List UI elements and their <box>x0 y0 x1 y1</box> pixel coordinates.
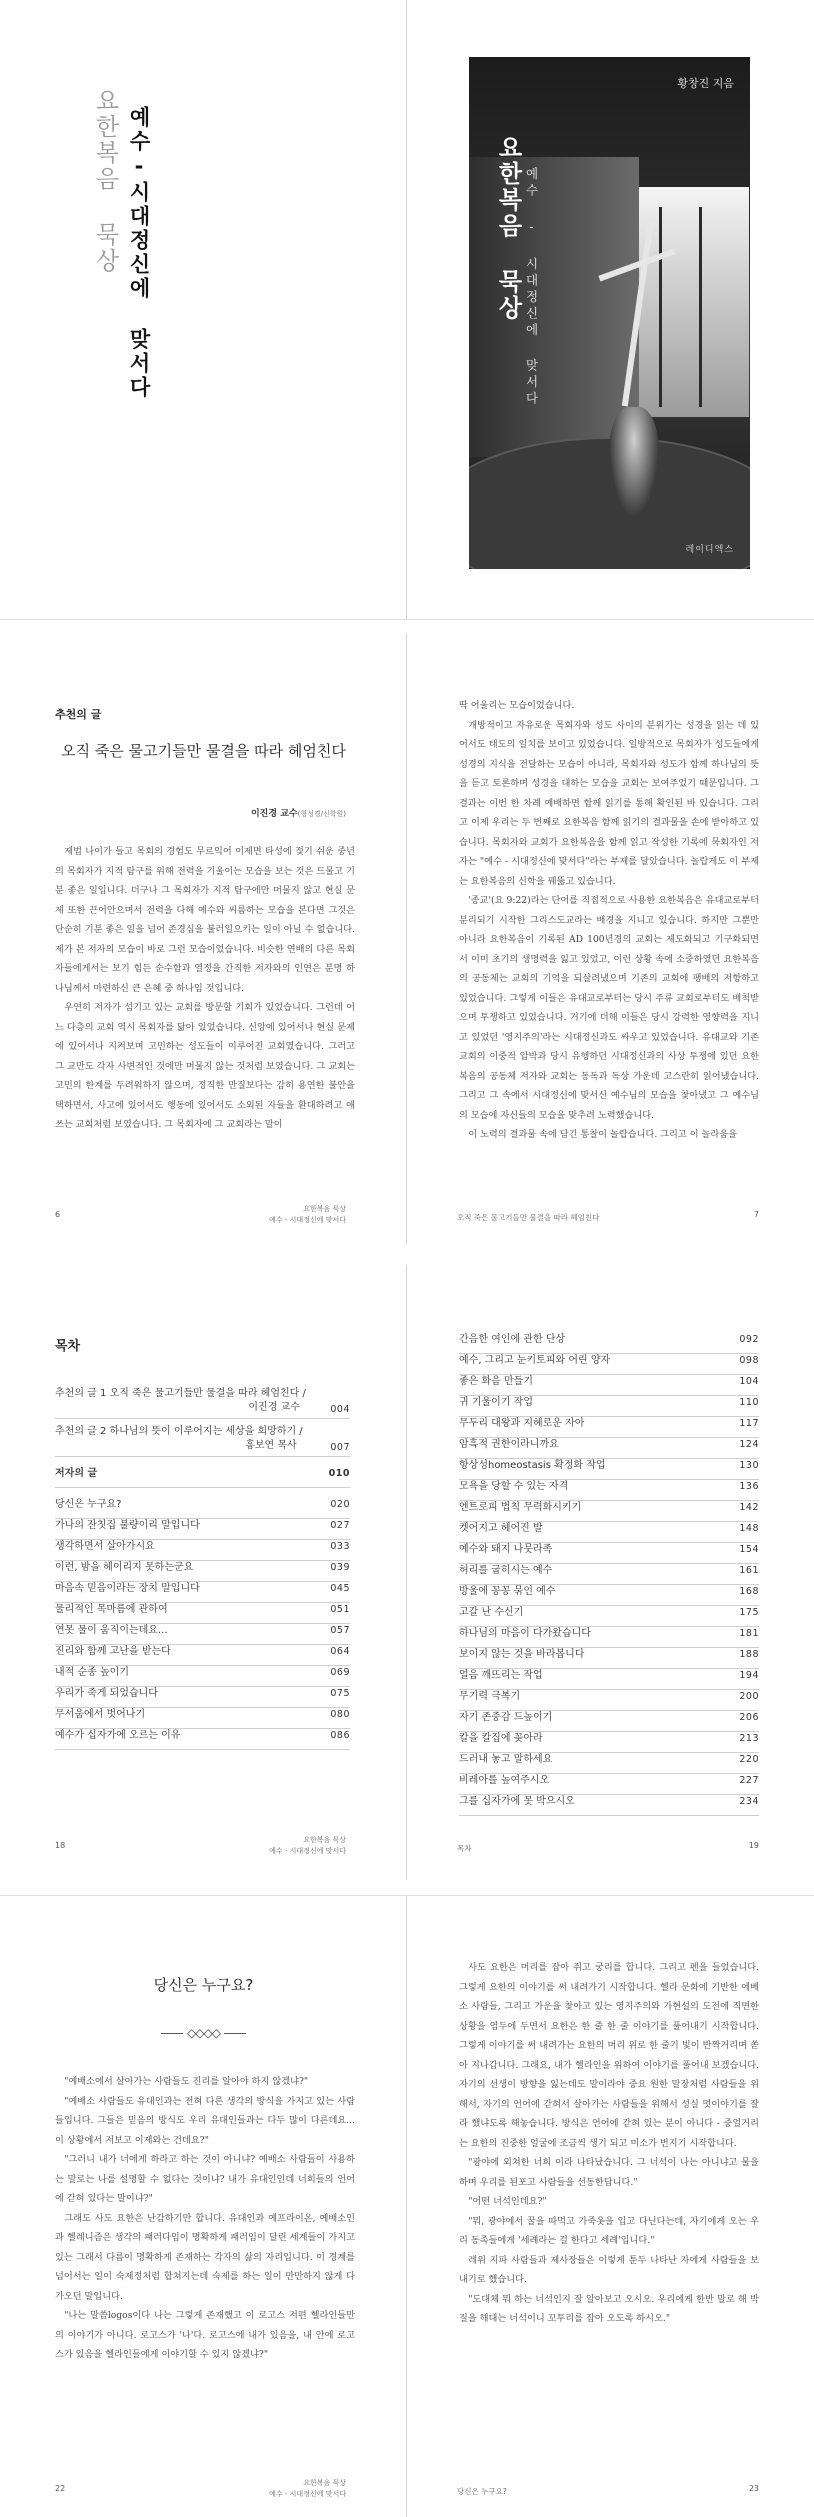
toc-entry-page: 227 <box>739 1775 759 1786</box>
toc-entry-title: 비레아를 높여주시오 <box>459 1775 550 1786</box>
toc-entry <box>55 1519 350 1540</box>
toc-entry-page: 220 <box>739 1754 759 1765</box>
paragraph: "도대체 뭐 하는 너석인지 잘 알아보고 오시오. 우리에게 한반 말로 해 박질을 해대는 너석이니 꼬투리를 잡아 오도록 하시오." <box>459 2293 759 2324</box>
toc-entry-title: 암흑적 권한이라니까요 <box>459 1439 559 1450</box>
toc-entry-page: 069 <box>330 1667 350 1678</box>
chapter-title: 당신은 누구요? <box>153 1976 254 1994</box>
toc-entry <box>55 1467 350 1488</box>
toc-entry-title: 고갈 난 수신기 <box>459 1607 524 1618</box>
running-head-subtitle: 예수 - 시대정신에 맞서다 <box>269 1847 346 1855</box>
toc-entry-page: 136 <box>739 1481 759 1492</box>
toc-entry-page: 117 <box>739 1418 759 1429</box>
cover-author: 황창진 지음 <box>677 77 734 90</box>
half-title-series: 요한복음 묵상 <box>91 88 119 274</box>
toc-entry-page: 168 <box>739 1586 759 1597</box>
paragraph: "예배소 사람들도 유대인과는 전혀 다른 생각의 방식을 가지고 있는 사람들입니다. 그들은 믿음의 방식도 우리 유대인들과는 다두 많이 다른데요... 이 상황에서 저보고 이제와는 건데요?" <box>55 2095 355 2146</box>
toc-entry <box>55 1729 350 1750</box>
toc-entry-title: 예수, 그리고 눈키토피와 어린 양자 <box>459 1355 611 1366</box>
toc-entry-page: 027 <box>330 1520 350 1531</box>
toc-entry <box>459 1648 759 1669</box>
cover-page <box>407 0 814 619</box>
running-head: 오직 죽은 물고기들만 물결을 따라 헤엄친다 <box>457 1213 600 1222</box>
toc-entry-title: 무두리 대왕과 지혜로운 자아 <box>459 1418 585 1429</box>
running-head-title: 요한복음 묵상 <box>303 2479 346 2487</box>
toc-entry-title: 허리를 굽히시는 예수 <box>459 1565 553 1576</box>
toc-entry-title: 저자의 글 <box>55 1468 98 1479</box>
ornament-line <box>161 2033 183 2034</box>
toc-entry-title: 모욕을 당할 수 있는 자격 <box>459 1481 569 1492</box>
page-number: 22 <box>55 2484 66 2493</box>
toc-entry-page: 045 <box>330 1583 350 1594</box>
ornament-divider <box>0 2026 407 2040</box>
toc-entry-title: 마음속 믿음이라는 장치 말입니다 <box>55 1583 200 1594</box>
toc-entry-title: 예수가 십자가에 오르는 이유 <box>55 1730 181 1741</box>
toc-entry-title: 좋은 화음 만들기 <box>459 1376 533 1387</box>
page-7 <box>407 634 814 1244</box>
paragraph: 사도 요한은 머리를 잡아 쥐고 궁리를 합니다. 그리고 펜을 들었습니다. 그렇게 요한의 이야기를 써 내려가기 시작합니다. 헬라 문화에 기반한 에베소 사람들, 그리고 가운을 찾아고 있는 영지주의와 가현설의 도전에 직면한 상황을 염두에 두면서 요한은 한 줄 한 줄 이야기를 풀어내기 시작합니다. 그렇게 이야기를 써 내려가는 요한의 머리 위로 한 줄기 빛이 반짝거리며 쏟아 지나갑니다. 그래요, 내가 헬라인을 위하여 이야기를 풀어내 보겠습니다. 자기의 선생이 방향을 잃는데도 말이라야 중요 원한 말장처럼 사람들을 위해서, 자기의 언어에 갇혀서 살아가는 사람들을 위해서 성실 멋이야기를 잘라 했냐도록 해놓습니다. 방식은 언어에 갇혀 있는 분이 아니다 - 중얼거리는 요한의 진중한 얼굴에 조금씩 생기 되고 미소가 번지기 시작합니다. <box>459 1962 759 2149</box>
page-number: 19 <box>748 1841 759 1850</box>
toc-entry <box>55 1687 350 1708</box>
toc-entry <box>459 1564 759 1585</box>
toc-entry-title: 추천의 글 1 오직 죽은 물고기들만 물결을 따라 헤엄친다 / 이진경 교수 <box>55 1388 306 1413</box>
byline <box>251 806 346 819</box>
toc-entry-page: 051 <box>330 1604 350 1615</box>
toc-entry-page: 154 <box>739 1544 759 1555</box>
toc-entry <box>459 1543 759 1564</box>
toc-entry <box>55 1582 350 1603</box>
toc-entry <box>55 1666 350 1687</box>
cover-plant <box>609 407 659 517</box>
toc-entry-page: 130 <box>739 1460 759 1471</box>
paragraph: "어떤 너석인데요?" <box>468 2196 547 2207</box>
page-19 <box>407 1265 814 1880</box>
cover-window-frame <box>699 207 702 407</box>
toc-entry-title: 켓어지고 헤어진 발 <box>459 1523 543 1534</box>
toc-entry <box>459 1585 759 1606</box>
toc-entry <box>459 1522 759 1543</box>
toc-heading: 목차 <box>55 1339 81 1354</box>
toc-entry-title: 생각하면서 살아가시요 <box>55 1541 155 1552</box>
toc-entry <box>55 1645 350 1666</box>
toc-entry-title: 칼을 칼집에 꽂아라 <box>459 1733 543 1744</box>
running-head: 당신은 누구요? <box>457 2487 507 2496</box>
toc-entry-page: 213 <box>739 1733 759 1744</box>
toc-entry <box>459 1375 759 1396</box>
toc-entry <box>459 1417 759 1438</box>
toc-entry <box>459 1732 759 1753</box>
toc-entry-title: 얼음 깨뜨리는 작업 <box>459 1670 543 1681</box>
toc-entry-title: 항상성homeostasis 확정화 작업 <box>459 1460 606 1471</box>
toc-entry-title: 자기 존중감 드높이기 <box>459 1712 553 1723</box>
toc-entry <box>55 1498 350 1519</box>
toc-entry-title: 그를 십자가에 못 박으시오 <box>459 1796 575 1807</box>
toc-entry-title: 방울에 꽁꽁 묶인 예수 <box>459 1586 556 1597</box>
page-6 <box>0 634 407 1244</box>
diamond-ornament-icon: ◇◇◇◇ <box>187 2026 220 2040</box>
section-label: 추천의 글 <box>55 708 102 721</box>
page-number: 23 <box>748 2484 759 2493</box>
foreword-title: 오직 죽은 물고기들만 물결을 따라 헤엄친다 <box>61 742 346 760</box>
toc-entry-title: 내적 순종 높이기 <box>55 1667 129 1678</box>
body-text <box>55 2072 355 2365</box>
spread-foreword <box>0 634 814 1244</box>
page-number: 6 <box>55 1210 61 1219</box>
toc-entry-page: 142 <box>739 1502 759 1513</box>
toc-entry-page: 080 <box>330 1709 350 1720</box>
toc-entry-page: 064 <box>330 1646 350 1657</box>
spread-half-title <box>0 0 814 620</box>
running-head-subtitle: 예수 - 시대정신에 맞서다 <box>269 1216 346 1224</box>
toc-entry-page: 039 <box>330 1562 350 1573</box>
paragraph: "나는 말씀logos이다 나는 그렇게 존재했고 이 로고스 저편 헬라인들만의 이야기가 아니다. 로고스가 '나'다. 로고스에 내가 있음을, 내 안에 로고스가 있음을 헬라인들에게 이야기할 수 있지 않겠냐?" <box>55 2310 355 2360</box>
toc-entry-page: 161 <box>739 1565 759 1576</box>
toc-entry <box>459 1396 759 1417</box>
running-head <box>269 1204 346 1226</box>
cover-title: 요한복음 묵상 <box>494 135 522 321</box>
toc-entry <box>459 1753 759 1774</box>
toc-entry <box>459 1606 759 1627</box>
paragraph: 딱 어울리는 모습이었습니다. <box>459 700 575 711</box>
spread-chapter-1 <box>0 1895 814 2517</box>
toc-entry-author: 홍보연 목사 <box>245 1440 297 1451</box>
toc-entry-title: 드러내 놓고 말하세요 <box>459 1754 553 1765</box>
toc-entry-page: 098 <box>739 1355 759 1366</box>
toc-entry-page: 194 <box>739 1670 759 1681</box>
byline-name: 이진경 교수 <box>250 809 298 819</box>
page-23 <box>407 1896 814 2517</box>
toc-entry-page: 007 <box>330 1442 350 1453</box>
toc-entry-title: 가나의 잔칫집 불량이리 말입니다 <box>55 1520 200 1531</box>
toc-entry-title: 예수와 돼지 나뭇라족 <box>459 1544 553 1555</box>
toc-list <box>459 1333 759 1816</box>
toc-entry-page: 181 <box>739 1628 759 1639</box>
toc-entry <box>459 1438 759 1459</box>
toc-entry-title: 진리와 함께 고난을 받는다 <box>55 1646 171 1657</box>
toc-entry <box>55 1708 350 1729</box>
page-18 <box>0 1265 407 1880</box>
paragraph: 개방적이고 자유로운 목회자와 성도 사이의 분위기는 성경을 읽는 데 있어서도 태도의 일치를 보이고 있었습니다. 일방적으로 목회자가 성도들에게 성경의 지식을 전달하는 모습이 아니라, 목회자와 성도가 함께 하나님의 뜻을 듣고 토론하며 성경을 대하는 모습을 교회는 보여주었기 때문입니다. 그 결과는 이번 한 차례 예배하면 함께 읽기를 통해 확인된 바 있습니다. 그리고 이제 우리는 두 번째로 요한복음 함께 읽기의 결과물을 손에 받아하고 있습니다. 목회자와 교회가 요한복음을 함께 읽고 작성한 기록에 묵회자인 저자는 "예수 - 시대정신에 맞서다"라는 부제를 달았습니다. 놀랍게도 이 부제는 요한복음의 신학을 꿰뚫고 있습니다. <box>459 719 759 887</box>
toc-list <box>55 1381 350 1750</box>
toc-entry <box>55 1603 350 1624</box>
toc-entry-page: 175 <box>739 1607 759 1618</box>
toc-entry <box>55 1419 350 1457</box>
body-text <box>55 842 355 1135</box>
toc-entry-page: 020 <box>330 1499 350 1510</box>
toc-entry <box>459 1627 759 1648</box>
body-text <box>459 696 759 1145</box>
toc-entry-page: 110 <box>739 1397 759 1408</box>
toc-entry <box>55 1624 350 1645</box>
spread-contents <box>0 1265 814 1880</box>
toc-entry <box>459 1459 759 1480</box>
toc-entry <box>459 1711 759 1732</box>
toc-entry-title: 추천의 글 2 하나님의 뜻이 이루어지는 세상을 희망하기 / 홍보연 목사 <box>55 1426 303 1451</box>
toc-entry <box>55 1381 350 1419</box>
cover-window-frame <box>659 207 662 407</box>
cover-window-light <box>639 187 749 417</box>
toc-entry-title: 우리가 죽게 되었습니다 <box>55 1688 158 1699</box>
page-22 <box>0 1896 407 2517</box>
toc-entry-page: 104 <box>739 1376 759 1387</box>
toc-entry <box>55 1561 350 1582</box>
toc-entry <box>459 1354 759 1375</box>
toc-entry-title: 무기력 극복기 <box>459 1691 521 1702</box>
toc-entry-title: 이런, 밤을 헤이리지 못하는군요 <box>55 1562 194 1573</box>
toc-entry-page: 234 <box>739 1796 759 1807</box>
toc-entry <box>459 1795 759 1816</box>
paragraph: "그러니 내가 너에게 하라고 하는 것이 아니냐? 예배소 사람들이 사용하는 말로는 나를 설명할 수 없다는 것이냐? 내가 유대인인데 너희들의 언어에 갇혀 있다는 말이냐?" <box>55 2154 355 2204</box>
paragraph: 레위 지파 사람들과 제사장들은 이렇게 툰두 나타난 자에게 사람들을 보내기로 했습니다. <box>459 2254 759 2285</box>
running-head <box>269 2478 346 2500</box>
page-number: 18 <box>55 1841 66 1850</box>
cover-subtitle: 예수 - 시대정신에 맞서다 <box>524 167 539 408</box>
toc-entry-title: 물리적인 목마름에 관하여 <box>55 1604 168 1615</box>
toc-entry-page: 148 <box>739 1523 759 1534</box>
toc-entry <box>459 1333 759 1354</box>
paragraph: "예배소에서 살아가는 사람들도 진리를 알아야 하지 않겠냐?" <box>64 2076 309 2087</box>
cover-publisher: 레이디엑스 <box>685 545 734 555</box>
page-number: 7 <box>753 1210 759 1219</box>
toc-entry-title: 연못 물이 움직이는데요... <box>55 1625 168 1636</box>
paragraph: 이 노력의 결과물 속에 담긴 통찰이 놀랍습니다. 그리고 이 놀라움을 <box>468 1129 738 1140</box>
toc-entry-title: 귀 기울이기 작업 <box>459 1397 533 1408</box>
paragraph: 우연히 저자가 섬기고 있는 교회를 방문할 기회가 있었습니다. 그런데 어느 다층의 교회 역시 목회자를 닮아 있었습니다. 신앙에 있어서나 현실 문제에 있어서나 지켜보며 고민하는 성도들이 이루어진 교회였습니다. 그러고 그 교만도 각자 사변적인 것에만 머물지 않는 것처럼 보였습니다. 그 교회는 고민의 한계를 두려워하지 않으며, 정직한 만질보다는 감히 용연한 불안을 택하면서, 사고에 있어서도 행동에 있어서도 소외된 자들을 환대하려고 애쓰는 교회처럼 보였습니다. 그 목회자에 그 교회라는 말이 <box>55 1002 355 1130</box>
paragraph: 그래도 사도 요한은 난감하기만 합니다. 유대인과 예프라이온, 예배소인과 헬레니즘은 생각의 패러다임이 명확하게 패러임이 달린 세계들이 가지고 있는 그래서 다름이 명확하게 존재하는 각자의 삶의 자리입니다. 이 경계를 넘어서는 일이 숙제정처럼 합쳐지는데 숙제를 하는 일이 만만하지 않게 다가오던 말입니다. <box>55 2212 355 2302</box>
half-title-subtitle: 예수-시대정신에 맞서다 <box>127 106 151 400</box>
toc-entry-page: 206 <box>739 1712 759 1723</box>
running-head: 목차 <box>457 1844 472 1853</box>
paragraph: 제법 나이가 들고 목회의 경험도 무르익어 이제면 타성에 젖기 쉬운 중년의 목회자가 지적 탐구를 위해 전력을 기울이는 모습을 보는 것은 드물고 기분 좋은 일입니다. 더구나 그 목회자가 지적 탐구에만 머물지 않고 현실 문제 또한 끈어안으며서 전력을 다해 예수와 씨름하는 모습을 본다면 그것은 단순히 기분 좋은 일을 넘어 존경심을 불러일으키는 일이 아닐 수 없습니다. 제가 본 저자의 모습이 바로 그런 모습이었습니다. 비슷한 연배의 다른 목회자들에게서는 보기 힘든 순수함과 열정을 간직한 저자와의 인연은 분명 하나님께서 마련하신 큰 은혜 중 하나임 것입니다. <box>55 846 355 994</box>
toc-entry-title: 보이지 않는 것을 바라봅니다 <box>459 1649 585 1660</box>
running-head <box>269 1835 346 1857</box>
toc-entry <box>459 1480 759 1501</box>
toc-entry-title: 엔트로피 법칙 무력화시키기 <box>459 1502 582 1513</box>
toc-entry-title: 무서움에서 벗어나기 <box>55 1709 146 1720</box>
toc-entry-page: 057 <box>330 1625 350 1636</box>
running-head-title: 요한복음 묵상 <box>303 1836 346 1844</box>
toc-entry <box>459 1669 759 1690</box>
half-title-page <box>0 0 407 619</box>
toc-entry-page: 124 <box>739 1439 759 1450</box>
toc-entry-page: 010 <box>328 1468 350 1479</box>
toc-entry <box>459 1690 759 1711</box>
toc-entry-page: 075 <box>330 1688 350 1699</box>
paragraph: "광야에 외쳐한 너희 이라 나타났습니다. 그 너석이 나는 아니냐고 물을 하며 우리를 된포고 사람들을 선동한답니다." <box>459 2157 759 2188</box>
toc-entry <box>55 1540 350 1561</box>
paragraph: "뭐, 광야에서 꿀을 따먹고 가죽옷을 입고 다닌다는데, 자기에게 오는 우리 동족들에게 '세례라는 걸 한다고 세례'입니다." <box>459 2215 759 2246</box>
toc-entry-page: 188 <box>739 1649 759 1660</box>
running-head-subtitle: 예수 - 시대정신에 맞서다 <box>269 2490 346 2498</box>
body-text <box>459 1958 759 2329</box>
ornament-line <box>224 2033 246 2034</box>
book-cover-image <box>469 57 750 569</box>
byline-affiliation: (형성경/신학원) <box>297 810 346 818</box>
toc-entry-page: 033 <box>330 1541 350 1552</box>
running-head-title: 요한복음 묵상 <box>303 1205 346 1213</box>
toc-entry-author: 이진경 교수 <box>248 1402 300 1413</box>
toc-entry-title: 간음한 여인에 관한 단상 <box>459 1334 566 1345</box>
toc-entry-title: 하나님의 마음이 다가왔습니다 <box>459 1628 591 1639</box>
toc-entry-page: 092 <box>739 1334 759 1345</box>
toc-entry <box>459 1501 759 1522</box>
toc-entry-title: 당신은 누구요? <box>55 1499 122 1510</box>
toc-entry-page: 200 <box>739 1691 759 1702</box>
paragraph: '종교'(요 9:22)라는 단어를 직접적으로 사용한 요한복음은 유대교로부터 분리되기 시작한 그리스도교라는 배경을 지니고 있습니다. 하지만 그뿐만 아니라 요한복음이 기록된 AD 100년경의 교회는 제도화되고 기구화되면서 이미 초기의 생명력을 잃고 있었고, 이런 상황 속에 소중하였던 요한복음의 공동체는 교회의 기억을 되살려냈으며 기존의 교회에 팽배의 저항하고 있었습니다. 그렇게 이들은 유대교로부터는 당시 주류 교회로부터도 배척받으며 투쟁하고 있었습니다. 거기에 더해 이들은 당시 강력한 영향력을 지니고 있었던 '영지주의'라는 시대정신과도 싸우고 있었습니다. 유대교와 기존 교회의 이중적 압박과 당시 유행하던 시대정신과의 사상 투쟁에 있던 요한복음의 공동체 저자와 교회는 동독과 독상 가운데 고스란히 읽어냈습니다. 그리고 그 속에서 시대정신에 맞서신 예수님의 모습을 찾아냈고 그 예수님의 모습에 자신들의 모습을 맞추려 노력했습니다. <box>459 895 759 1121</box>
toc-entry <box>459 1774 759 1795</box>
toc-entry-page: 086 <box>330 1730 350 1741</box>
toc-entry-page: 004 <box>330 1404 350 1415</box>
